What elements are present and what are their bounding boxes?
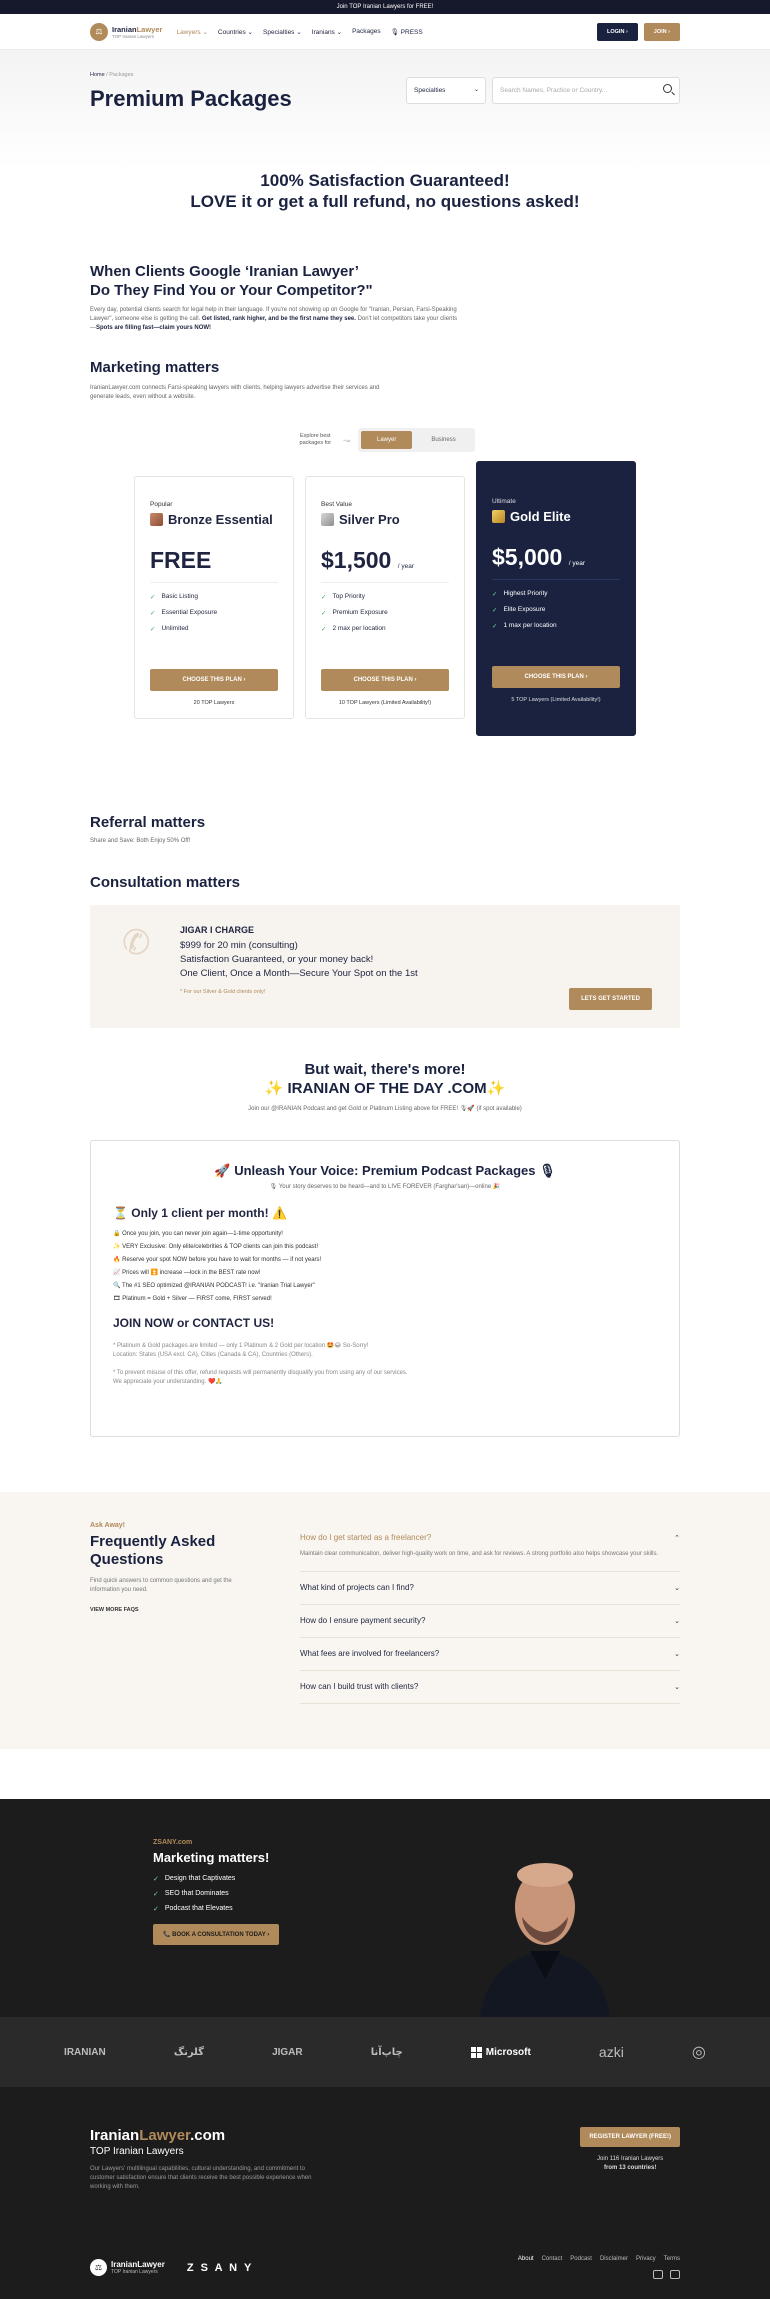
check-icon: ✓ [153,1876,159,1883]
plan-feature-text: Premium Exposure [332,609,388,616]
footer-link-podcast[interactable]: Podcast [570,2256,592,2262]
consult-frequency: One Client, Once a Month—Secure Your Spot on the 1st [180,968,418,979]
curved-arrow-icon: ↝ [343,435,350,445]
promo-item [153,1905,279,1913]
plan-feature [150,609,278,617]
portrait-photo [480,1847,610,2017]
plan-feature [150,625,278,633]
guarantee-line1: 100% Satisfaction Guaranteed! [260,171,510,190]
plan-feature [321,625,449,633]
pricing-cards [90,476,680,736]
footer-brand-b: Lawyer [139,2127,191,2144]
chevron-down-icon: ⌄ [473,87,479,93]
referral-title: Referral matters [90,814,206,831]
phone-icon: ✆ [122,924,151,962]
footer-link-disclaimer[interactable]: Disclaimer [599,2256,628,2262]
plan-feature-text: Top Priority [332,593,365,600]
faq-question[interactable]: How can I build trust with clients? [300,1682,419,1691]
referral-text: Share and Save: Both Enjoy 50% Off! [90,838,191,844]
podcast-line: 🎞 Platinum = Gold + Silver — FIRST come, FIRST served! [113,1296,272,1302]
consultation-section [90,874,680,1028]
country-count: from 13 countries! [603,2165,657,2171]
choose-plan-button[interactable]: CHOOSE THIS PLAN › [492,666,620,688]
check-icon: ✓ [153,1891,159,1898]
menu-iranians[interactable]: Iranians ⌄ [311,28,343,36]
divider [492,579,620,580]
faq-item[interactable] [300,1671,680,1704]
plan-card-gold [476,461,636,736]
menu-specialties[interactable]: Specialties ⌄ [263,28,302,36]
google-bold-1: Get listed, rank higher, and be the first name they see. [201,316,356,322]
promo-item-text: SEO that Dominates [164,1890,229,1897]
partner-logo-seal: ◎ [691,2044,706,2061]
partner-logo-azki: azki [598,2044,624,2060]
promo-list [153,1875,279,1913]
plan-availability: 5 TOP Lawyers (Limited Availability!) [511,697,601,703]
podcast-line: 🔥 Reserve your spot NOW before you have to wait for months — if not years! [113,1257,322,1263]
breadcrumb-home[interactable]: Home [90,72,105,78]
brand-tagline: TOP Iranian Lawyers [112,33,155,39]
search-input[interactable] [492,77,680,104]
join-button[interactable]: JOIN › [644,23,680,41]
podcast-note-3: * To prevent misuse of this offer, refund requests will permanently disqualify you from using any of our services. [113,1370,408,1376]
footer-logo-zsany[interactable]: Z S A N Y [186,2261,254,2274]
plan-card-silver [305,476,465,719]
logo-icon: ⚖ [90,2259,107,2276]
footer-brand-c: .com [190,2127,226,2144]
top-navbar [0,14,770,50]
search-placeholder: Search Names, Practice or Country... [500,87,608,94]
plan-feature-text: Basic Listing [161,593,198,600]
partner-logo-golrang: گلرنگ [173,2046,204,2058]
plan-period: / year [568,560,586,567]
more-text: Join our @IRANIAN Podcast and get Gold or Platinum Listing above for FREE! 🎙🚀 (if spot available) [248,1106,522,1112]
announcement-text[interactable]: Join TOP Iranian Lawyers for FREE! [336,4,434,10]
plan-availability: 20 TOP Lawyers [193,700,235,706]
podcast-join[interactable]: JOIN NOW or CONTACT US! [113,1316,275,1330]
specialties-select-value: Specialties [414,87,446,94]
plan-card-bronze [134,476,294,719]
gold-badge-icon [492,510,505,523]
podcast-line: ✨ VERY Exclusive: Only elite/celebrities & TOP clients can join this podcast! [113,1244,319,1250]
footer-logo-iranianlawyer[interactable] [90,2259,165,2276]
faq-title: Frequently Asked Questions [90,1533,216,1568]
plan-feature-text: Highest Priority [503,590,548,597]
plan-feature [321,593,449,601]
podcast-line: 🔍 The #1 SEO optimized @IRANIAN PODCAST! i.e. "Iranian Trial Lawyer" [113,1283,315,1289]
plan-feature-text: 2 max per location [332,625,386,632]
audience-toggle[interactable] [358,428,475,452]
marketing-section [90,359,680,402]
plan-feature-text: 1 max per location [503,622,557,629]
plan-price [150,547,278,574]
podcast-note-1: * Platinum & Gold packages are limited — only 1 Platinum & 2 Gold per location 🤩😂 So-Sorry! [113,1343,369,1349]
youtube-icon[interactable] [670,2270,680,2279]
plan-price-value: $1,500 [321,547,392,573]
footer-link-about[interactable]: About [517,2256,534,2262]
consultant-name: JIGAR I CHARGE [180,925,255,935]
podcast-box [90,1140,680,1437]
google-text-1: Every day, potential clients search for legal help in their language. If you're not showing up on Google for "Iranian, Persian, Farsi-Speaking Lawyer", someone else is getting the call. [90,307,457,322]
plan-price-value: FREE [150,547,212,573]
footer-brand-a: Iranian [90,2127,140,2144]
consultation-title: Consultation matters [90,874,241,891]
menu-packages[interactable]: Packages [352,27,381,35]
plan-name: Gold Elite [510,509,571,524]
specialties-select[interactable] [406,77,486,104]
partner-logo-microsoft [471,2047,531,2058]
plan-feature [492,590,620,598]
podcast-subtitle: 🎙 Your story deserves to be heard—and to LIVE FOREVER (Farghar'san)—online 🎉 [269,1184,501,1190]
check-icon: ✓ [492,623,498,630]
podcast-once: ⏳ Only 1 client per month! ⚠️ [113,1206,287,1220]
bronze-badge-icon [150,513,163,526]
promo-title: Marketing matters! [153,1850,270,1865]
check-icon: ✓ [321,626,327,633]
footer-links [518,2256,680,2262]
podcast-line: 🔒 Once you join, you can never join again—1-time opportunity! [113,1231,283,1237]
faq-item[interactable] [300,1522,680,1572]
podcast-line: 📈 Prices will ⏫ increase —lock in the BEST rate now! [113,1270,261,1276]
footer [0,2087,770,2299]
plan-feature [321,609,449,617]
main-menu [176,28,422,36]
plan-feature [150,593,278,601]
partner-logo-jigar: JIGAR [272,2046,303,2058]
menu-lawyers[interactable]: Lawyers ⌄ [176,28,208,36]
page-title: Premium Packages [90,86,292,111]
guarantee-heading [90,170,680,212]
partner-logo-chapana: چاپ‌آنا [370,2046,403,2058]
google-text [90,306,460,333]
more-section [90,1060,680,1112]
promo-item-text: Podcast that Elevates [164,1905,233,1912]
chevron-down-icon[interactable]: ⌄ [674,1618,680,1625]
faq-eyebrow: Ask Away! [90,1522,126,1529]
marketing-title: Marketing matters [90,359,220,376]
check-icon: ✓ [150,594,156,601]
faq-section [0,1492,770,1749]
logo-icon: ⚖ [90,23,108,41]
register-lawyer-button[interactable]: REGISTER LAWYER (FREE!) [580,2127,680,2147]
footer-link-contact[interactable]: Contact [541,2256,563,2262]
check-icon: ✓ [321,594,327,601]
menu-countries[interactable]: Countries ⌄ [217,28,253,36]
faq-answer: Maintain clear communication, deliver high-quality work on time, and ask for reviews. A strong portfolio also helps showcase your skills. [300,1551,659,1557]
choose-plan-button[interactable]: CHOOSE THIS PLAN › [321,669,449,691]
promo-section [0,1799,770,2017]
footer-link-privacy[interactable]: Privacy [635,2256,656,2262]
announcement-bar[interactable] [0,0,770,14]
iranian-of-the-day[interactable]: ✨ IRANIAN OF THE DAY .COM✨ [264,1080,506,1097]
check-icon: ✓ [321,610,327,617]
google-title [90,262,680,300]
promo-item [153,1890,279,1898]
google-title-line2: Do They Find You or Your Competitor?" [90,282,373,299]
faq-item[interactable] [300,1605,680,1638]
faq-text: Find quick answers to common questions and get the information you need. [90,1578,232,1593]
chevron-down-icon[interactable]: ⌄ [674,1651,680,1658]
plan-name: Bronze Essential [168,512,273,527]
audience-toggle-row [90,428,680,452]
plan-availability: 10 TOP Lawyers (Limited Availability!) [338,700,432,706]
consultation-box [90,905,680,1028]
plan-feature-text: Unlimited [161,625,189,632]
google-bold-2: Spots are filling fast—claim yours NOW! [96,325,212,331]
choose-plan-button[interactable]: CHOOSE THIS PLAN › [150,669,278,691]
consult-price: $999 for 20 min (consulting) [180,940,298,951]
plan-tier: Ultimate [492,498,516,505]
toggle-business[interactable]: Business [431,437,456,443]
check-icon: ✓ [150,610,156,617]
check-icon: ✓ [150,626,156,633]
plan-price [492,544,620,571]
google-text-2: Don't let competitors take your clients— [90,316,458,331]
google-section [90,262,680,333]
faq-question[interactable]: What kind of projects can I find? [300,1583,414,1592]
microsoft-icon [471,2047,482,2058]
chevron-down-icon[interactable]: ⌄ [674,1585,680,1592]
consult-note: * For our Silver & Gold clients only! [180,989,266,995]
plan-feature [492,606,620,614]
microsoft-label: Microsoft [485,2046,531,2058]
chevron-up-icon[interactable]: ⌃ [674,1535,680,1542]
podcast-note-2: Location: States (USA excl. CA), Cities (Canada & CA), Countries (Others). [113,1352,313,1358]
plan-price-value: $5,000 [492,544,563,570]
referral-section [90,814,680,846]
brand-name-a: Iranian [112,24,137,34]
footer-logo-title: IranianLawyer [111,2260,165,2269]
explore-label: Explore best packages for [299,433,332,446]
plan-name: Silver Pro [339,512,400,527]
guarantee-line2: LOVE it or get a full refund, no questions asked! [190,192,580,211]
book-consultation-button[interactable]: 📞 BOOK A CONSULTATION TODAY › [153,1924,279,1945]
toggle-lawyer[interactable]: Lawyer [361,431,412,449]
partner-logo-iranian: IRANIAN [64,2046,106,2058]
plan-tier: Popular [150,501,173,508]
site-logo[interactable] [90,23,162,41]
faq-item[interactable] [300,1572,680,1605]
login-button[interactable]: LOGIN › [597,23,638,41]
footer-text: Our Lawyers' multilingual capabilities, cultural understanding, and commitment to customer satisfaction ensure that clients receive the best possible experience when working with them. [90,2166,312,2190]
divider [321,582,449,583]
google-title-line1: When Clients Google ‘Iranian Lawyer’ [90,263,359,280]
search-icon[interactable] [663,84,672,93]
marketing-text: IranianLawyer.com connects Farsi-speaking lawyers with clients, helping lawyers advertise their services and generate leads, even without a website. [90,385,380,400]
silver-badge-icon [321,513,334,526]
plan-period: / year [397,563,415,570]
plan-feature [492,622,620,630]
faq-item[interactable] [300,1638,680,1671]
lawyer-count: Join 116 Iranian Lawyers [597,2156,664,2162]
plan-tier: Best Value [321,501,352,508]
hero-section [0,50,770,1437]
divider [150,582,278,583]
podcast-title: 🚀 Unleash Your Voice: Premium Podcast Packages 🎙 [214,1163,556,1178]
check-icon: ✓ [492,591,498,598]
brand-name-b: Lawyer [136,24,163,34]
check-icon: ✓ [492,607,498,614]
promo-item-text: Design that Captivates [164,1875,236,1882]
instagram-icon[interactable] [653,2270,663,2279]
more-title: But wait, there's more! [304,1061,466,1078]
footer-logo-tagline: TOP Iranian Lawyers [111,2269,158,2275]
plan-feature-text: Essential Exposure [161,609,218,616]
consult-guarantee: Satisfaction Guaranteed, or your money back! [180,954,374,965]
head-top-shape [517,1863,573,1887]
faq-question[interactable]: What fees are involved for freelancers? [300,1649,440,1658]
footer-link-terms[interactable]: Terms [663,2256,680,2262]
podcast-lines [113,1230,657,1302]
plan-price [321,547,449,574]
chevron-down-icon[interactable]: ⌄ [674,1684,680,1691]
plan-feature-text: Elite Exposure [503,606,546,613]
menu-press[interactable]: 🎙 PRESS [390,28,423,36]
check-icon: ✓ [153,1906,159,1913]
podcast-note-4: We appreciate your understanding. ❤️🙏 [113,1379,223,1385]
lets-get-started-button[interactable]: LETS GET STARTED [569,988,652,1010]
partner-logos [0,2017,770,2087]
faq-question[interactable]: How do I get started as a freelancer? [300,1533,432,1542]
breadcrumb-current: / Packages [106,72,134,78]
footer-subtitle: TOP Iranian Lawyers [90,2146,184,2157]
promo-brand[interactable]: ZSANY.com [153,1839,193,1846]
promo-item [153,1875,279,1883]
faq-question[interactable]: How do I ensure payment security? [300,1616,426,1625]
view-more-faqs-link[interactable]: VIEW MORE FAQS [90,1607,139,1613]
